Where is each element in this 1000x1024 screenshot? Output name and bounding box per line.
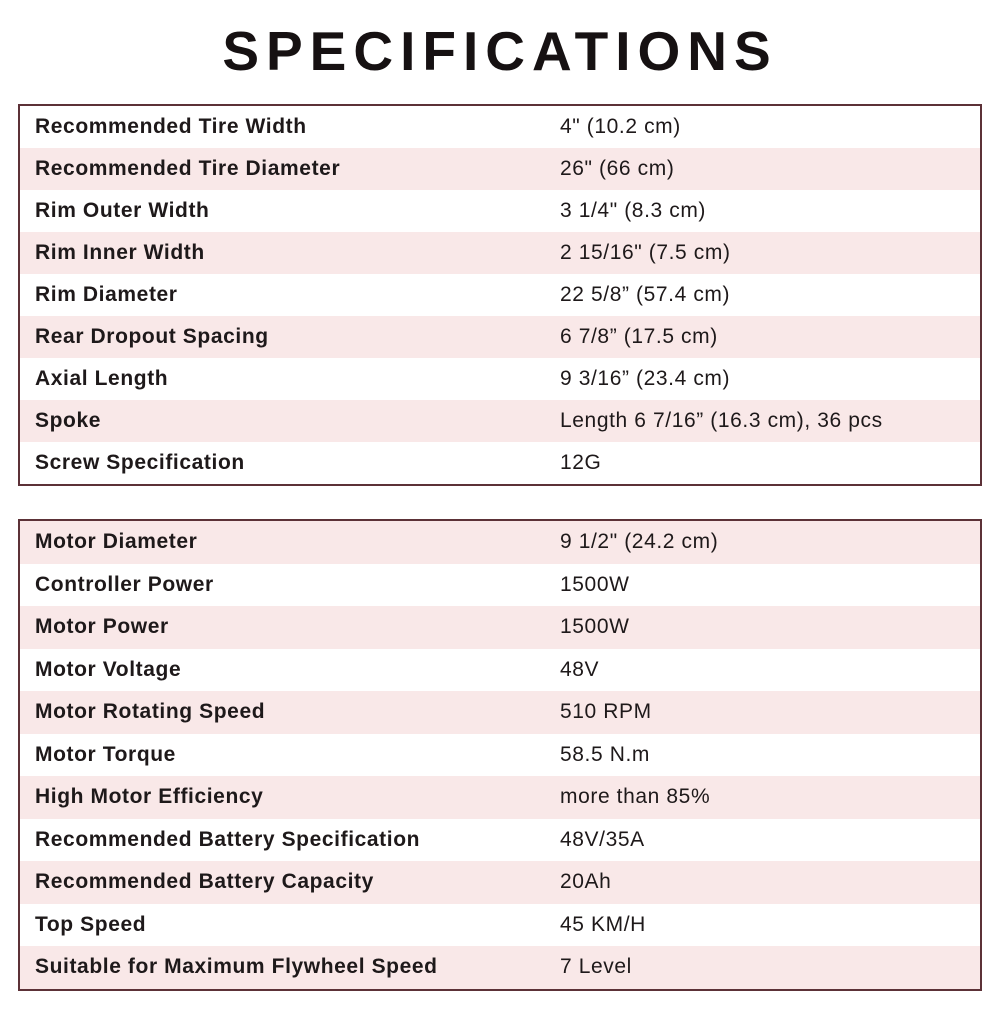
spec-value: 9 1/2" (24.2 cm) xyxy=(560,530,719,554)
page-title: SPECIFICATIONS xyxy=(222,20,778,82)
spec-row xyxy=(20,819,980,862)
spec-row xyxy=(20,190,980,232)
spec-label: Spoke xyxy=(35,409,102,432)
spec-row xyxy=(20,316,980,358)
spec-row xyxy=(20,106,980,148)
spec-label: Axial Length xyxy=(35,367,169,390)
spec-row xyxy=(20,776,980,819)
spec-row xyxy=(20,734,980,777)
spec-label: Recommended Battery Specification xyxy=(35,827,421,851)
spec-label: Motor Diameter xyxy=(35,530,198,554)
spec-label: Top Speed xyxy=(35,912,147,936)
spec-label: Rear Dropout Spacing xyxy=(35,325,269,348)
spec-value: 12G xyxy=(560,451,602,474)
spec-value: 3 1/4" (8.3 cm) xyxy=(560,199,707,222)
spec-value: 58.5 N.m xyxy=(560,742,650,766)
spec-row xyxy=(20,606,980,649)
spec-value: 1500W xyxy=(560,572,630,596)
spec-value: 20Ah xyxy=(560,870,612,894)
spec-row xyxy=(20,358,980,400)
spec-row xyxy=(20,400,980,442)
spec-value: 48V xyxy=(560,657,600,681)
spec-value: 2 15/16" (7.5 cm) xyxy=(560,241,731,264)
spec-label: Motor Rotating Speed xyxy=(35,700,266,724)
spec-table-2 xyxy=(18,519,982,991)
spec-label: High Motor Efficiency xyxy=(35,785,264,809)
spec-row xyxy=(20,649,980,692)
spec-row xyxy=(20,148,980,190)
spec-label: Rim Inner Width xyxy=(35,241,205,264)
spec-value: 22 5/8” (57.4 cm) xyxy=(560,283,731,306)
spec-row xyxy=(20,521,980,564)
spec-label: Motor Power xyxy=(35,615,169,639)
spec-label: Rim Diameter xyxy=(35,283,178,306)
spec-row xyxy=(20,564,980,607)
spec-row xyxy=(20,946,980,989)
spec-label: Recommended Battery Capacity xyxy=(35,870,374,894)
spec-label: Controller Power xyxy=(35,572,214,596)
spec-value: 48V/35A xyxy=(560,827,645,851)
spec-value: 45 KM/H xyxy=(560,912,646,936)
spec-label: Suitable for Maximum Flywheel Speed xyxy=(35,955,438,979)
spec-label: Motor Torque xyxy=(35,742,176,766)
spec-table-1 xyxy=(18,104,982,486)
spec-value: Length 6 7/16” (16.3 cm), 36 pcs xyxy=(560,409,883,432)
spec-value: 9 3/16” (23.4 cm) xyxy=(560,367,731,390)
spec-label: Recommended Tire Width xyxy=(35,115,307,138)
spec-row xyxy=(20,442,980,484)
spec-value: 7 Level xyxy=(560,955,632,979)
spec-value: 26" (66 cm) xyxy=(560,157,675,180)
spec-row xyxy=(20,691,980,734)
spec-label: Recommended Tire Diameter xyxy=(35,157,341,180)
spec-label: Screw Specification xyxy=(35,451,245,474)
spec-value: 6 7/8” (17.5 cm) xyxy=(560,325,718,348)
spec-row xyxy=(20,904,980,947)
spec-label: Motor Voltage xyxy=(35,657,182,681)
spec-row xyxy=(20,232,980,274)
spec-value: 4" (10.2 cm) xyxy=(560,115,681,138)
spec-value: more than 85% xyxy=(560,785,711,809)
spec-label: Rim Outer Width xyxy=(35,199,210,222)
spec-row xyxy=(20,274,980,316)
spec-value: 510 RPM xyxy=(560,700,652,724)
spec-row xyxy=(20,861,980,904)
spec-value: 1500W xyxy=(560,615,630,639)
